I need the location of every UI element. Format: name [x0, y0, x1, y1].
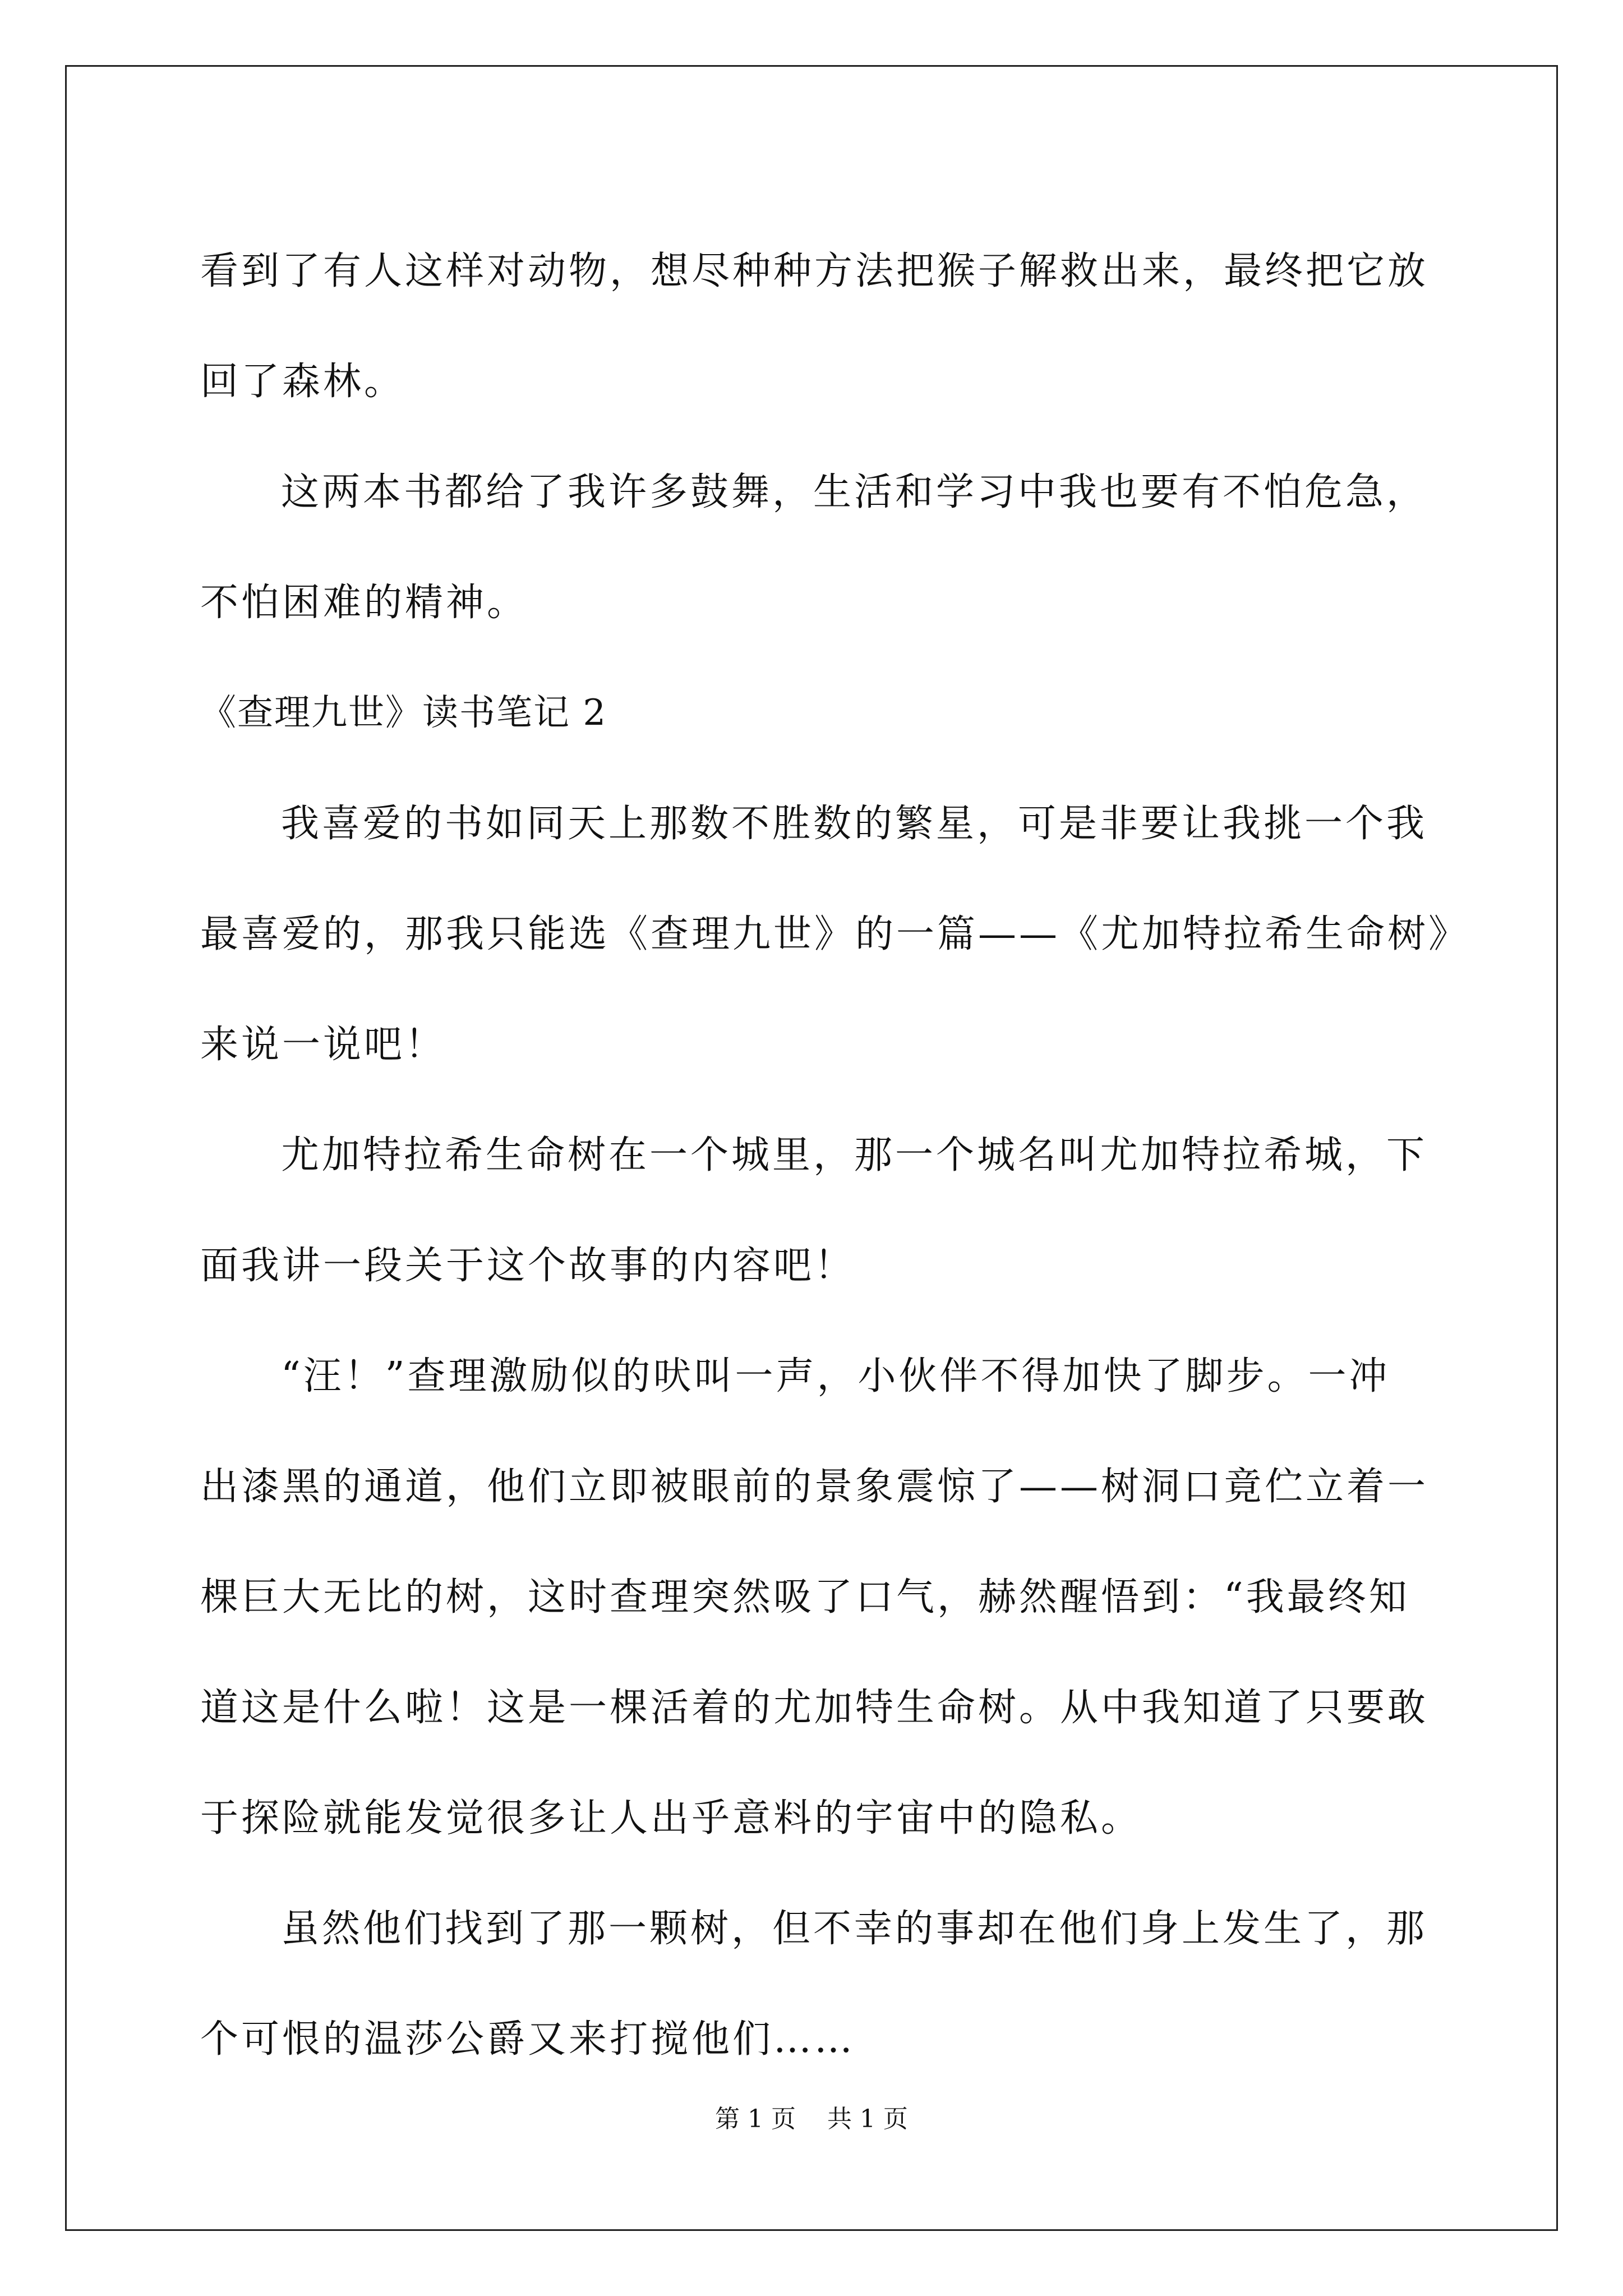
section-heading: [200, 658, 1455, 769]
paragraph-line: 虽然他们找到了那一颗树，但不幸的事却在他们身上发生了，那: [281, 1907, 1428, 1951]
paragraph-line: 不怕困难的精神。: [200, 581, 528, 625]
paragraph-line: 这两本书都给了我许多鼓舞，生活和学习中我也要有不怕危急，: [281, 470, 1428, 514]
document-body: [200, 216, 1470, 2095]
paragraph-line: 我喜爱的书如同天上那数不胜数的繁星，可是非要让我挑一个我: [281, 802, 1428, 846]
paragraph: [200, 1100, 1455, 1321]
paragraph-line: 看到了有人这样对动物，想尽种种方法把猴子解救出来，最终把它放: [200, 249, 1429, 293]
paragraph: [200, 1321, 1455, 1874]
paragraph-line: 出漆黑的通道，他们立即被眼前的景象震惊了——树洞口竟伫立着一: [200, 1465, 1429, 1509]
paragraph: [200, 769, 1470, 1100]
paragraph-line: 道这是什么啦！这是一棵活着的尤加特生命树。从中我知道了只要敢: [200, 1686, 1429, 1730]
paragraph-line: 棵巨大无比的树，这时查理突然吸了口气，赫然醒悟到：“我最终知: [200, 1575, 1410, 1619]
paragraph: [200, 437, 1455, 658]
paragraph-line: 个可恨的温莎公爵又来打搅他们……: [200, 2017, 856, 2062]
page-footer: 第 1 页 共 1 页: [715, 2105, 908, 2133]
paragraph-line: 回了森林。: [200, 360, 405, 404]
paragraph-line: 来说一说吧！: [200, 1023, 446, 1067]
paragraph-line: 最喜爱的，那我只能选《查理九世》的一篇——《尤加特拉希生命树》: [200, 912, 1470, 956]
paragraph-line: “汪！”查理激励似的吠叫一声，小伙伴不得加快了脚步。一冲: [281, 1354, 1390, 1398]
paragraph: [200, 216, 1455, 437]
heading-text: 《查理九世》读书笔记 2: [200, 692, 607, 734]
paragraph-line: 面我讲一段关于这个故事的内容吧！: [200, 1244, 856, 1288]
paragraph-line: 于探险就能发觉很多让人出乎意料的宇宙中的隐私。: [200, 1796, 1142, 1841]
paragraph-line: 尤加特拉希生命树在一个城里，那一个城名叫尤加特拉希城，下: [281, 1133, 1428, 1177]
paragraph: [200, 1874, 1455, 2095]
